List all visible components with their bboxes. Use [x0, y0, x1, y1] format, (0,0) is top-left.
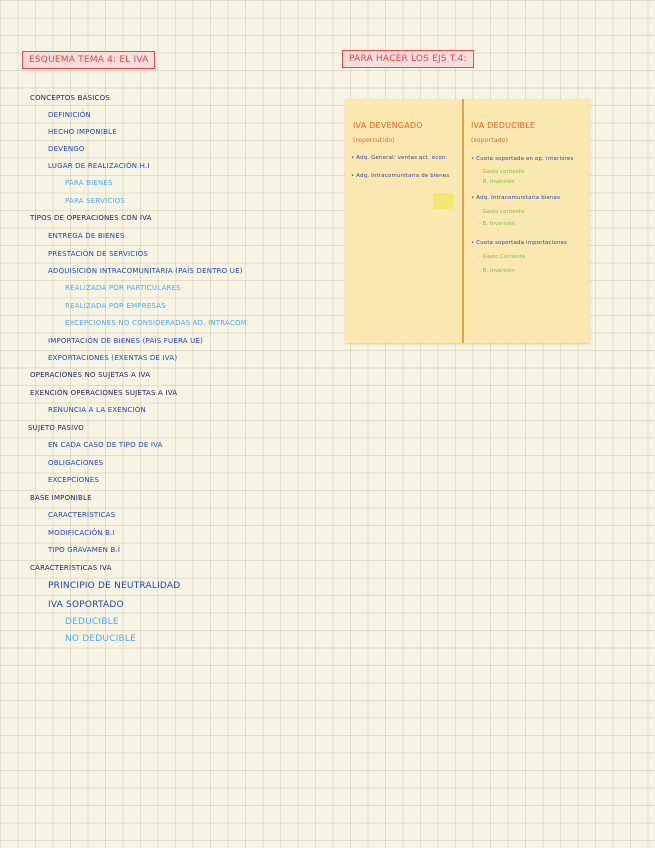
outline-item-level-1: DEVENGO: [48, 145, 85, 153]
outline-item-level-0: OPERACIONES NO SUJETAS A IVA: [30, 371, 151, 379]
iva-devengado-title: IVA DEVENGADO: [353, 121, 423, 130]
outline-item-level-1: PRINCIPIO DE NEUTRALIDAD: [48, 581, 181, 591]
outline-item-level-0: BASE IMPONIBLE: [30, 494, 92, 502]
deducible-sub: - Gasto Corriente: [479, 254, 526, 260]
deducible-bullet: • Cuota soportada importaciones: [471, 240, 568, 246]
outline-item-level-1: HECHO IMPONIBLE: [48, 128, 117, 136]
outline-item-level-0: TIPOS DE OPERACIONES CON IVA: [30, 214, 152, 222]
highlighter-scribble: [433, 193, 453, 209]
outline-item-level-1: IVA SOPORTADO: [48, 600, 124, 610]
outline-item-level-2: REALIZADA POR EMPRESAS: [65, 302, 166, 310]
sticky-note: [345, 99, 590, 343]
outline-item-level-1: RENUNCIA A LA EXENCIÓN: [48, 406, 146, 414]
deducible-sub: - B. Inversión: [479, 268, 515, 274]
iva-deducible-subtitle: (soportado): [471, 137, 509, 144]
outline-item-level-1: EXPORTACIONES (EXENTAS DE IVA): [48, 354, 178, 362]
outline-item-level-1: EN CADA CASO DE TIPO DE IVA: [48, 441, 163, 449]
outline-item-level-1: IMPORTACIÓN DE BIENES (PAÍS FUERA UE): [48, 337, 204, 345]
iva-devengado-subtitle: (repercutido): [353, 137, 395, 144]
deducible-sub: - B. Inversión: [479, 221, 515, 227]
outline-item-level-1: ENTREGA DE BIENES: [48, 232, 125, 240]
devengado-bullet: • Adq. General: ventas act. econ.: [351, 155, 448, 161]
devengado-bullet: • Adq. Intracomunitaria de bienes: [351, 173, 450, 179]
outline-item-level-2: PARA BIENES: [65, 179, 113, 187]
outline-item-level-2: REALIZADA POR PARTICULARES: [65, 284, 181, 292]
outline-item-level-2: DEDUCIBLE: [65, 617, 119, 627]
iva-deducible-title: IVA DEDUCIBLE: [471, 121, 536, 130]
outline-item-level-1: PRESTACIÓN DE SERVICIOS: [48, 250, 149, 258]
outline-item-level-2: PARA SERVICIOS: [65, 197, 126, 205]
outline-item-level-2: EXCEPCIONES NO CONSIDERADAS AD. INTRACOM.: [65, 319, 250, 327]
outline-item-level-1: DEFINICIÓN: [48, 111, 91, 119]
outline-item-level-0: EXENCIÓN OPERACIONES SUJETAS A IVA: [30, 389, 178, 397]
exercises-title: PARA HACER LOS EJS T.4:: [342, 50, 474, 68]
outline-item-level-1: LUGAR DE REALIZACIÓN H.I: [48, 162, 150, 170]
deducible-sub: - B. Inversión: [479, 179, 515, 185]
outline-item-level-1: CARACTERÍSTICAS: [48, 511, 116, 519]
outline-item-level-0: CONCEPTOS BÁSICOS: [30, 94, 110, 102]
outline-item-level-1: TIPO GRAVAMEN B.I: [48, 546, 121, 554]
outline-item-level-1: EXCEPCIONES: [48, 476, 100, 484]
outline-item-level-0: CARACTERÍSTICAS IVA: [30, 564, 112, 572]
deducible-sub: - Gasto corriente: [479, 169, 525, 175]
outline-item-level-1: MODIFICACIÓN B.I: [48, 529, 115, 537]
outline-title: ESQUEMA TEMA 4: EL IVA: [22, 51, 155, 69]
deducible-bullet: • Adq. Intracomunitaria bienes: [471, 195, 561, 201]
note-divider: [462, 99, 464, 343]
outline-item-level-0: SUJETO PASIVO: [28, 424, 84, 432]
outline-item-level-1: OBLIGACIONES: [48, 459, 104, 467]
deducible-bullet: • Cuota soportada en op. interiores: [471, 156, 574, 162]
outline-item-level-2: NO DEDUCIBLE: [65, 634, 137, 644]
outline-item-level-1: ADQUISICIÓN INTRACOMUNITARIA (PAÍS DENTRO UE): [48, 267, 243, 275]
deducible-sub: - Gasto corriente: [479, 209, 525, 215]
